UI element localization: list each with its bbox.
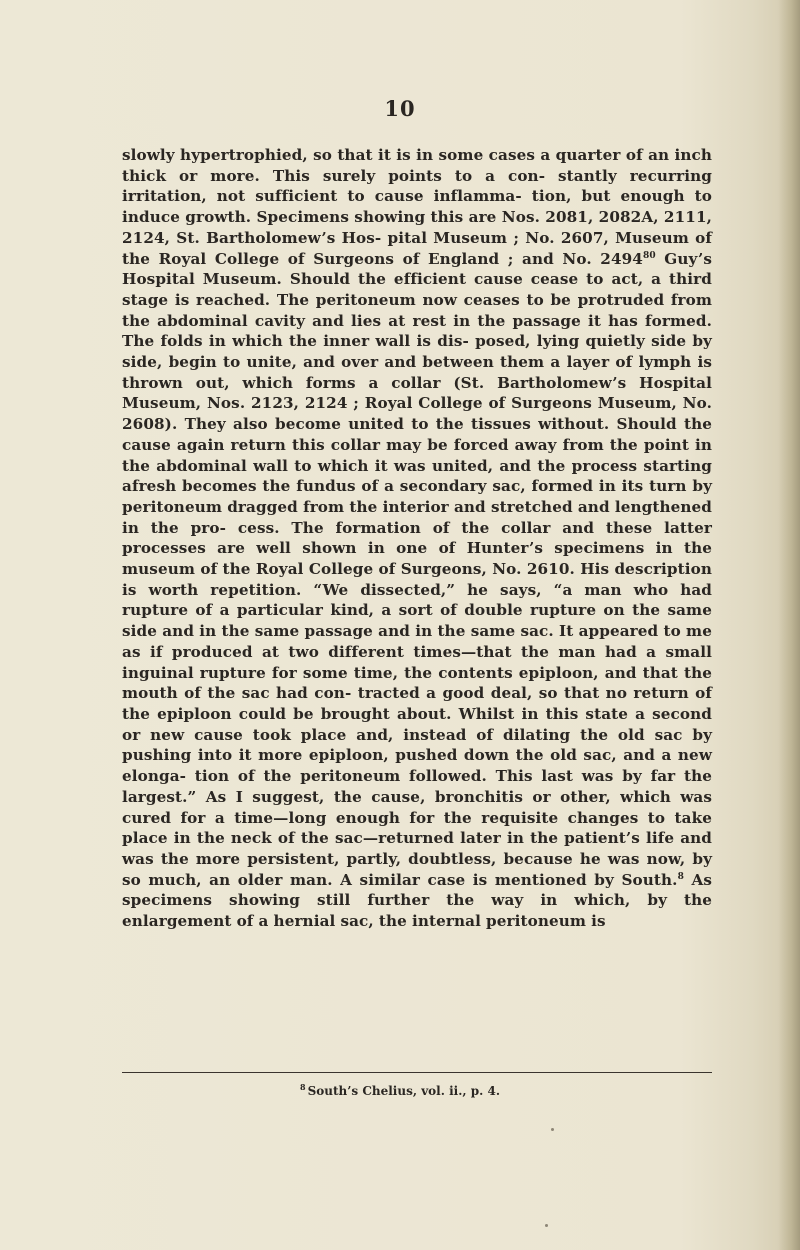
- paper-speck: [551, 1128, 554, 1131]
- body-text-part-2: Guy’s Hospital Museum. Should the efficient cause cease to act, a third stage is reached. The peritoneum now ceases to be protruded from the abdominal cavity and lies at rest in the passage it has formed. The folds in which the inner wall is dis- posed, lying quietly side by side, begin to unite, and over and between them a layer of lymph is thrown out, which forms a collar (St. Bartholomew’s Hospital Museum, Nos. 2123, 2124 ; Royal College of Surgeons Museum, No. 2608). They also become united to the tissues without. Should the cause again return this collar may be forced away from the point in the abdominal wall to which it was united, and the process starting afresh becomes the fundus of a secondary sac, formed in its turn by peritoneum dragged from the interior and stretched and lengthened in the pro- cess. The formation of the collar and these latter processes are well shown in one of Hunter’s specimens in the museum of the Royal College of Surgeons, No. 2610. His description is worth repetition. “We dissected,” he says, “a man who had rupture of a particular kind, a sort of double rupture on the same side and in the same passage and in the same sac. It appeared to me as if produced at two different times—that the man had a small inguinal rupture for some time, the contents epiploon, and that the mouth of the sac had con- tracted a good deal, so that no return of the epiploon could be brought about. Whilst in this state a second or new cause took place and, instead of dilating the old sac by pushing into it more epiploon, pushed down the old sac, and a new elonga- tion of the peritoneum followed. This last was by far the largest.” As I suggest, the cause, bronchitis or other, which was cured for a time—long enough for the requisite changes to take place in the neck of the sac—returned later in the patient’s life and was the more persistent, partly, doubtless, because he was now, by so much, an older man. A similar case is mentioned by South.: [122, 249, 712, 889]
- page-number: 10: [384, 96, 416, 121]
- footnote: [0, 1082, 800, 1098]
- footnote-reference-8: 8: [677, 871, 684, 882]
- body-text-part-1: slowly hypertrophied, so that it is in some cases a quarter of an inch thick or more. This surely points to a con- stantly recurring irritation, not sufficient to cause inflamma- tion, but enough to induce growth. Specimens showing this are Nos. 2081, 2082A, 2111, 2124, St. Bartholomew’s Hos- pital Museum ; No. 2607, Museum of the Royal College of Surgeons of England ; and No. 2494: [122, 146, 712, 268]
- body-text-part-3: As specimens showing still further the way in which, by the enlargement of a hernial sac, the internal peritoneum is: [122, 870, 713, 931]
- page-edge-shadow: [778, 0, 800, 1250]
- footnote-marker: 8: [299, 1082, 306, 1092]
- footnote-divider: [122, 1072, 712, 1073]
- reference-superscript-80: 80: [642, 250, 656, 261]
- body-paragraph: [122, 145, 712, 932]
- paper-speck: [545, 1224, 548, 1227]
- footnote-text: South’s Chelius, vol. ii., p. 4.: [307, 1084, 501, 1098]
